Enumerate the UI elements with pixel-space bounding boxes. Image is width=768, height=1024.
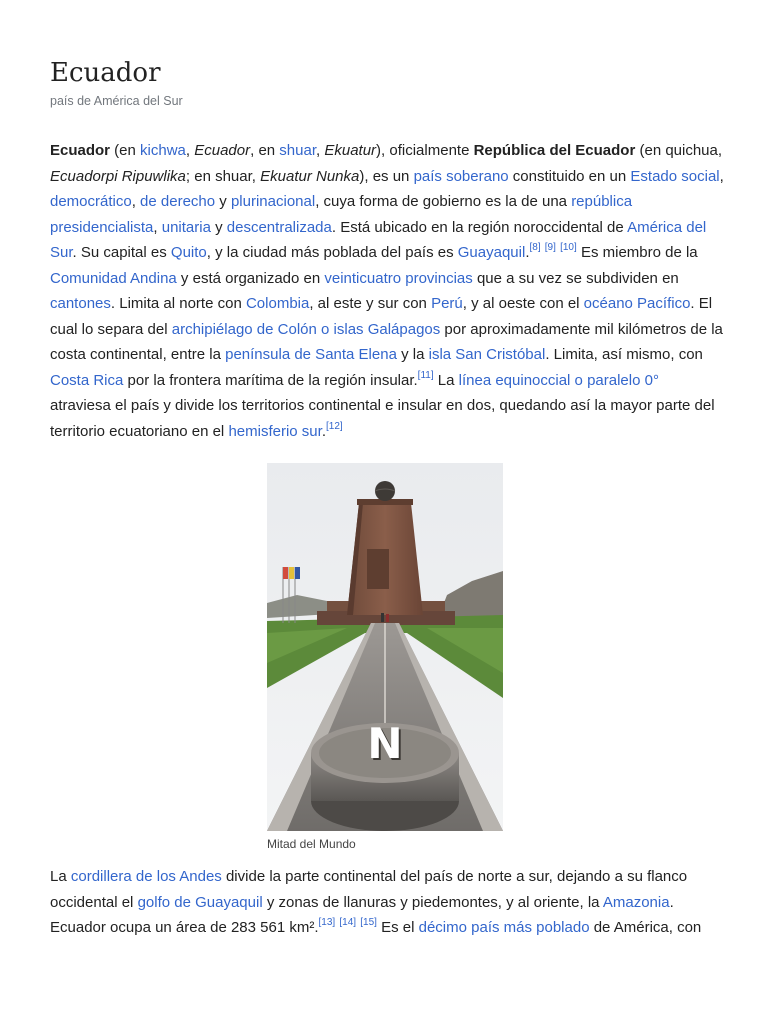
text: , en: [250, 142, 280, 159]
figure-caption: Mitad del Mundo: [267, 837, 356, 851]
text: . El: [690, 295, 713, 312]
text: La: [437, 371, 459, 389]
text-line: [50, 393, 720, 419]
link-linea-equinoccial[interactable]: línea equinoccial o paralelo 0°: [458, 371, 659, 389]
text: Ecuador ocupa un área de 283 561 km².: [50, 919, 319, 936]
link-estado-social[interactable]: Estado social: [630, 167, 720, 185]
page-subtitle: país de América del Sur: [50, 94, 183, 108]
text-line: [50, 291, 720, 317]
text: y está organizado en: [176, 269, 325, 287]
text: ,: [131, 193, 141, 210]
italic-term: Ecuadorpi Ripuwlika: [50, 167, 186, 185]
text-line: [50, 164, 724, 190]
text: .: [321, 422, 326, 440]
text: y: [210, 218, 227, 236]
text: por aproximadamente mil kilómetros de la: [440, 320, 723, 338]
link-america-del-sur-cont[interactable]: Sur: [50, 244, 73, 261]
link-peru[interactable]: Perú: [431, 295, 463, 312]
text: . Está ubicado en la región noroccidental de: [331, 218, 628, 236]
citation-13[interactable]: [13]: [318, 917, 336, 928]
text: .: [525, 244, 530, 261]
text-line: [50, 189, 720, 215]
text-line: [50, 419, 720, 445]
text-line: [50, 915, 720, 941]
link-presidencialista[interactable]: presidencialista: [50, 218, 154, 236]
link-republica[interactable]: república: [571, 193, 633, 210]
text: que a su vez se subdividen en: [472, 269, 679, 287]
text: ), oficialmente: [376, 142, 474, 159]
italic-term: Ekuatur: [324, 142, 377, 159]
monument-n-letter: N: [367, 719, 403, 768]
link-kichwa[interactable]: kichwa: [140, 142, 186, 159]
text: ,: [316, 142, 325, 159]
text: Es el: [376, 919, 419, 936]
text: constituido en un: [508, 167, 631, 185]
text: territorio ecuatoriano en el: [50, 422, 229, 440]
link-de-derecho[interactable]: de derecho: [140, 193, 216, 210]
link-cantones[interactable]: cantones: [50, 295, 111, 312]
text: costa continental, entre la: [50, 346, 226, 363]
link-unitaria[interactable]: unitaria: [161, 218, 211, 236]
citation-14[interactable]: [14]: [339, 917, 357, 928]
text: , al este y sur con: [309, 295, 432, 312]
text-line: [50, 266, 720, 292]
link-colombia[interactable]: Colombia: [245, 295, 310, 312]
link-oceano-pacifico[interactable]: océano Pacífico: [583, 295, 691, 312]
link-amazonia[interactable]: Amazonia: [602, 893, 670, 911]
text: ), es un: [359, 167, 414, 185]
citation-10[interactable]: [10]: [560, 242, 577, 253]
link-provincias[interactable]: veinticuatro provincias: [324, 269, 473, 287]
link-galapagos[interactable]: archipiélago de Colón o islas Galápagos: [171, 320, 441, 338]
text: La: [50, 868, 71, 885]
text: , y la ciudad más poblada del país es: [206, 244, 458, 261]
link-costa-rica[interactable]: Costa Rica: [50, 371, 124, 389]
text: y la: [396, 346, 429, 363]
text: y: [215, 193, 231, 210]
bold-term: República del Ecuador: [473, 142, 636, 159]
link-santa-elena[interactable]: península de Santa Elena: [225, 346, 397, 363]
citation-8[interactable]: [8]: [529, 242, 541, 253]
link-andes[interactable]: cordillera de los Andes: [70, 868, 222, 885]
bold-term: Ecuador: [50, 142, 111, 159]
text: .: [669, 893, 674, 911]
text: cual lo separa del: [50, 320, 172, 338]
monument-photo[interactable]: [267, 463, 503, 831]
link-hemisferio-sur[interactable]: hemisferio sur: [228, 422, 322, 440]
text: . Su capital es: [72, 244, 171, 261]
intro-paragraph: [50, 138, 724, 444]
text-line: [50, 138, 723, 164]
text: . Limita al norte con: [110, 295, 246, 312]
text: ; en shuar,: [185, 167, 261, 185]
text: ,: [185, 142, 195, 159]
link-comunidad-andina[interactable]: Comunidad Andina: [50, 269, 177, 287]
text: divide la parte continental del país de norte a sur, dejando a su flanco: [221, 868, 688, 885]
link-shuar[interactable]: shuar: [279, 142, 316, 159]
text-line: [50, 317, 723, 343]
text: occidental el: [50, 893, 138, 911]
citation-11[interactable]: [11]: [417, 369, 434, 381]
italic-term: Ekuatur Nunka: [260, 167, 360, 185]
geography-paragraph: [50, 864, 720, 941]
figure-mitad-del-mundo: [267, 463, 503, 852]
citation-12[interactable]: [12]: [325, 420, 343, 432]
text-line: [50, 890, 720, 916]
text: , cuya forma de gobierno es la de una: [315, 193, 572, 210]
link-guayaquil[interactable]: Guayaquil: [457, 244, 526, 261]
text: (en: [110, 142, 141, 159]
link-pais-soberano[interactable]: país soberano: [413, 167, 509, 185]
link-decimo-pais[interactable]: décimo país más poblado: [418, 919, 590, 936]
link-democratico[interactable]: democrático: [50, 193, 132, 210]
text-line: [50, 864, 720, 890]
link-america-del-sur[interactable]: América del: [627, 218, 707, 236]
link-descentralizada[interactable]: descentralizada: [226, 218, 332, 236]
link-plurinacional[interactable]: plurinacional: [230, 193, 316, 210]
text: de América, con: [589, 919, 702, 936]
link-golfo-guayaquil[interactable]: golfo de Guayaquil: [137, 893, 263, 911]
italic-term: Ecuador: [194, 142, 251, 159]
text: por la frontera marítima de la región insular.: [123, 371, 418, 389]
text: atraviesa el país y divide los territorios continental e insular en dos, quedando así la mayor parte del: [50, 397, 715, 414]
text: ,: [153, 218, 162, 236]
text-line: [50, 215, 720, 241]
text: ,: [719, 167, 724, 185]
text-line: [50, 368, 720, 394]
link-quito[interactable]: Quito: [170, 244, 207, 261]
text: , y al oeste con el: [462, 295, 584, 312]
text: Es miembro de la: [580, 244, 698, 261]
text: y zonas de llanuras y piedemontes, y al oriente, la: [262, 893, 603, 911]
text-line: [50, 240, 720, 266]
page-title: Ecuador: [50, 58, 161, 88]
text-line: [50, 342, 720, 368]
link-san-cristobal[interactable]: isla San Cristóbal: [428, 346, 546, 363]
citation-15[interactable]: [15]: [360, 917, 377, 928]
text: . Limita, así mismo, con: [545, 346, 703, 363]
citation-9[interactable]: [9]: [544, 242, 556, 253]
text: (en quichua,: [635, 142, 723, 159]
